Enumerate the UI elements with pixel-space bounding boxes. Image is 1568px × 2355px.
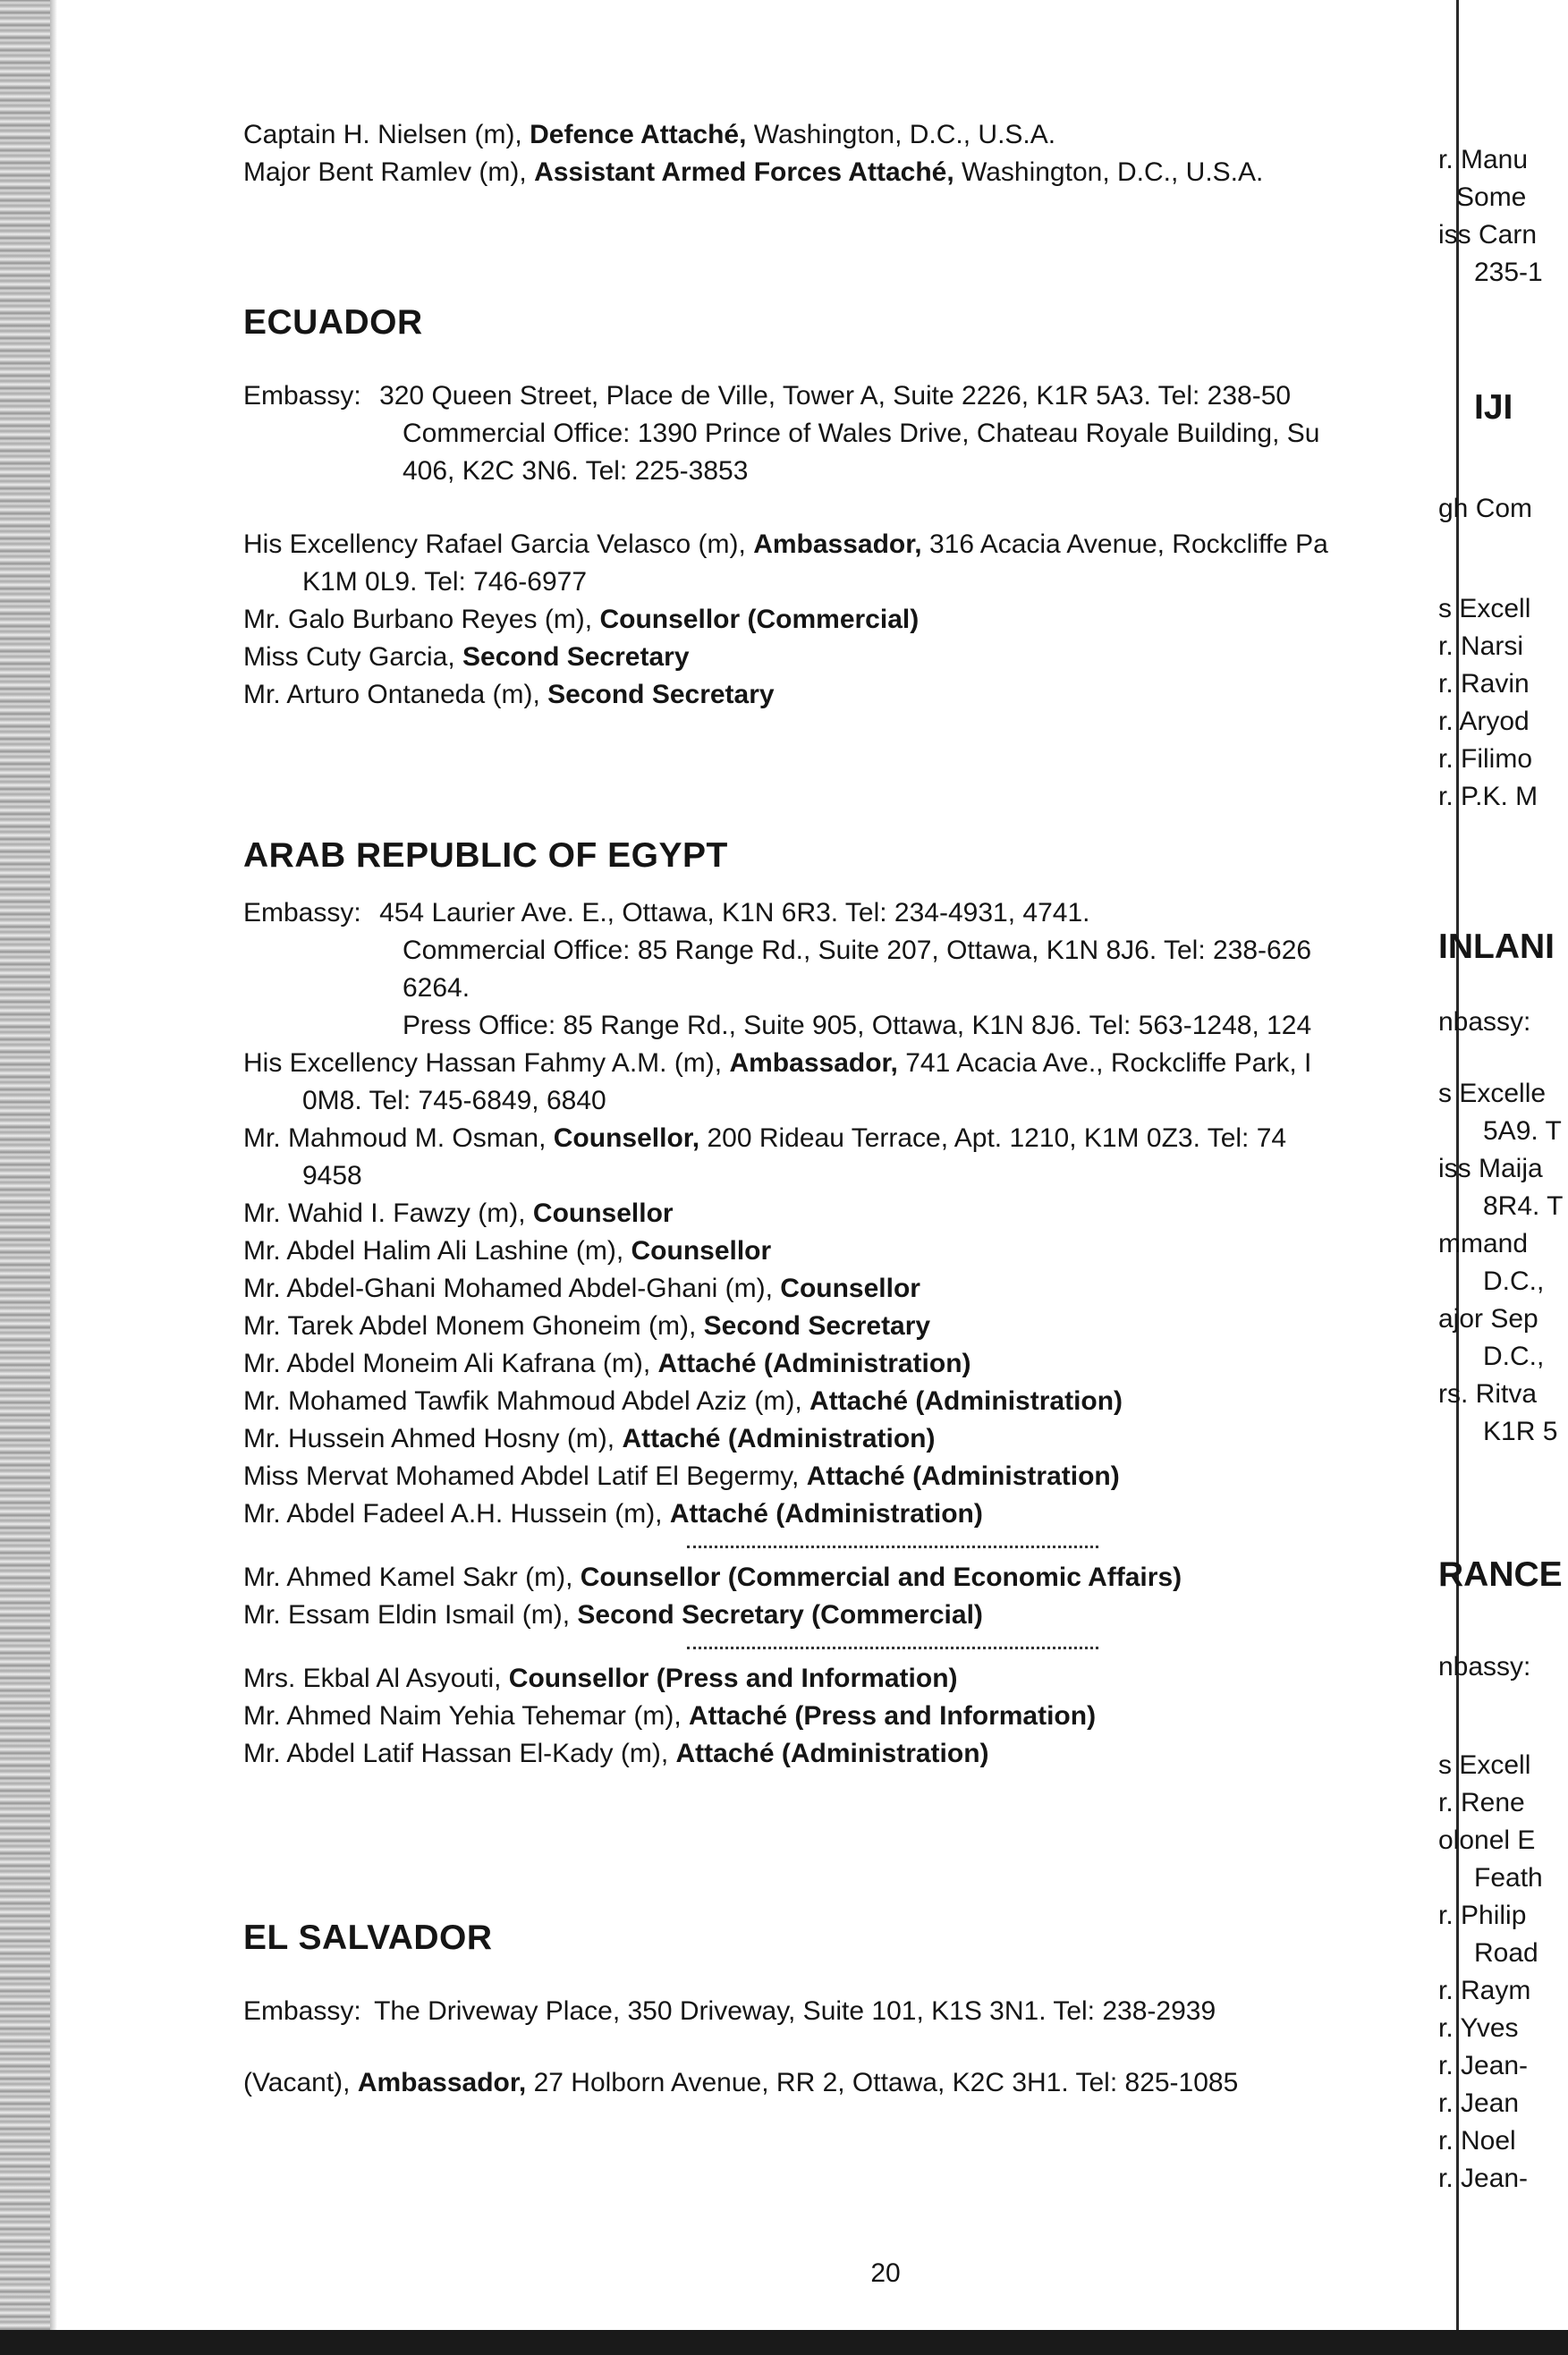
scan-edge-shadow	[50, 0, 57, 2355]
el-salvador-people	[243, 2064, 1451, 2102]
egypt-people-group-2	[243, 1559, 1451, 1634]
fragment: Feath	[1474, 1863, 1543, 1893]
fragment: nbassy:	[1438, 1652, 1531, 1682]
person-entry: Miss Cuty Garcia, Second Secretary	[243, 642, 690, 672]
fragment: r. Manu	[1438, 145, 1529, 174]
fragment: r. Jean-	[1438, 2051, 1529, 2080]
denmark-entry-0: Captain H. Nielsen (m), Defence Attaché, Washington, D.C., U.S.A.	[243, 120, 1056, 149]
fragment: Road	[1474, 1938, 1538, 1968]
person-entry: Mrs. Ekbal Al Asyouti, Counsellor (Press and Information)	[243, 1664, 958, 1693]
egypt-embassy: Embassy: 454 Laurier Ave. E., Ottawa, K1N 6R3. Tel: 234-4931, 4741. Commercial Office: 85 Range Rd., Suite 207, Ottawa, K1N 8J6. Tel: 238-626 6264. Press Office: 85 Range Rd., Suite 905, Ottawa, K1N 8J6. Tel: 563-1248, 124	[243, 898, 1312, 1040]
fragment: IJI	[1474, 388, 1513, 427]
denmark-entry-1: Major Bent Ramlev (m), Assistant Armed Forces Attaché, Washington, D.C., U.S.A.	[243, 157, 1264, 187]
fragment: 8R4. T	[1483, 1191, 1564, 1221]
person-entry: Mr. Galo Burbano Reyes (m), Counsellor (Commercial)	[243, 605, 920, 634]
heading-egypt: ARAB REPUBLIC OF EGYPT	[243, 836, 728, 875]
person-entry: Mr. Abdel Latif Hassan El-Kady (m), Attaché (Administration)	[243, 1739, 989, 1768]
fragment: RANCE	[1438, 1555, 1563, 1594]
el-salvador-embassy: Embassy: The Driveway Place, 350 Driveway, Suite 101, K1S 3N1. Tel: 238-2939	[243, 1996, 1216, 2026]
fragment: Some	[1456, 182, 1527, 212]
page-number: 20	[870, 2258, 901, 2288]
person-entry: Mr. Abdel-Ghani Mohamed Abdel-Ghani (m), Counsellor	[243, 1274, 920, 1303]
person-entry: His Excellency Rafael Garcia Velasco (m), Ambassador, 316 Acacia Avenue, Rockcliffe Pa	[243, 529, 1328, 559]
person-entry: Mr. Mahmoud M. Osman, Counsellor, 200 Rideau Terrace, Apt. 1210, K1M 0Z3. Tel: 74	[243, 1123, 1287, 1153]
person-entry: Mr. Abdel Fadeel A.H. Hussein (m), Attaché (Administration)	[243, 1499, 983, 1529]
person-entry: Mr. Ahmed Naim Yehia Tehemar (m), Attaché (Press and Information)	[243, 1701, 1097, 1731]
fragment: D.C.,	[1483, 1342, 1545, 1371]
fragment: mmand	[1438, 1229, 1529, 1258]
person-entry: His Excellency Hassan Fahmy A.M. (m), Ambassador, 741 Acacia Ave., Rockcliffe Park, I	[243, 1048, 1312, 1078]
fragment: s Excelle	[1438, 1079, 1547, 1108]
scan-bottom-band	[0, 2330, 1568, 2355]
fragment: 5A9. T	[1483, 1116, 1562, 1146]
fragment: r. Ravin	[1438, 669, 1530, 699]
ecuador-people: His Excellency Rafael Garcia Velasco (m), Ambassador, 316 Acacia Avenue, Rockcliffe Pa K1M 0L9. Tel: 746-6977 Mr. Galo Burbano Reyes (m), Counsellor (Commercial) Miss Cuty Garcia, Second Secretary Mr. Arturo Ontaneda (m), Second Secretary	[243, 526, 1451, 714]
egypt-people-group-1: His Excellency Hassan Fahmy A.M. (m), Ambassador, 741 Acacia Ave., Rockcliffe Park, I 0M8. Tel: 745-6849, 6840 Mr. Mahmoud M. Osman, Counsellor, 200 Rideau Terrace, Apt. 1210, K1M 0Z3. Tel: 74 9458 Mr. Wahid I. Fawzy (m), Counsellor Mr. Abdel Halim Ali Lashine (m), Counsellor Mr. Abdel-Ghani Mohamed Abdel-Ghani (m), Counsellor Mr. Tarek Abdel Monem Ghoneim (m), Second Secretary Mr. Abdel Moneim Ali Kafrana (m), Attaché (Administration) Mr. Mohamed Tawfik Mahmoud Abdel Aziz (m), Attaché (Administration) Mr. Hussein Ahmed Hosny (m), Attaché (Administration) Miss Mervat Mohamed Abdel Latif El Begermy, Attaché (Administration) Mr. Abdel Fadeel A.H. Hussein (m), Attaché (Administration)	[243, 1045, 1451, 1533]
person-entry: Mr. Hussein Ahmed Hosny (m), Attaché (Administration)	[243, 1424, 936, 1453]
main-column	[243, 116, 1451, 2102]
person-entry: Mr. Essam Eldin Ismail (m), Second Secretary (Commercial)	[243, 1600, 983, 1630]
person-entry: Mr. Abdel Moneim Ali Kafrana (m), Attaché (Administration)	[243, 1349, 971, 1378]
person-entry: Mr. Tarek Abdel Monem Ghoneim (m), Second Secretary	[243, 1311, 931, 1341]
person-entry: Mr. Mohamed Tawfik Mahmoud Abdel Aziz (m), Attaché (Administration)	[243, 1386, 1123, 1416]
dotted-separator	[687, 1647, 1098, 1649]
person-entry: Miss Mervat Mohamed Abdel Latif El Begermy, Attaché (Administration)	[243, 1461, 1120, 1491]
embassy-label: Embassy:	[243, 898, 361, 928]
embassy-label: Embassy:	[243, 1996, 361, 2026]
egypt-people-group-3	[243, 1660, 1451, 1773]
fragment: iss Maija	[1438, 1154, 1543, 1183]
fragment: D.C.,	[1483, 1266, 1545, 1296]
person-entry: Mr. Abdel Halim Ali Lashine (m), Counsellor	[243, 1236, 772, 1266]
fragment: gh Com	[1438, 494, 1533, 523]
fragment: r. Noel	[1438, 2126, 1516, 2156]
fragment: nbassy:	[1438, 1007, 1531, 1037]
scan-edge	[0, 0, 50, 2355]
heading-el-salvador: EL SALVADOR	[243, 1919, 493, 1957]
fragment: iss Carn	[1438, 220, 1538, 250]
fragment: r. Jean-	[1438, 2164, 1529, 2193]
right-column-fragments	[1438, 134, 1568, 2317]
person-entry: Mr. Arturo Ontaneda (m), Second Secretary	[243, 680, 775, 709]
embassy-label: Embassy:	[243, 381, 361, 411]
fragment: r. Filimo	[1438, 744, 1532, 774]
person-entry: (Vacant), Ambassador, 27 Holborn Avenue, RR 2, Ottawa, K2C 3H1. Tel: 825-1085	[243, 2068, 1239, 2097]
fragment: olonel E	[1438, 1826, 1536, 1855]
fragment: r. Raym	[1438, 1976, 1531, 2005]
fragment: r. Philip	[1438, 1901, 1527, 1930]
fragment: 235-1	[1474, 258, 1543, 287]
heading-ecuador: ECUADOR	[243, 303, 423, 342]
dotted-separator	[687, 1546, 1098, 1548]
fragment: r. Aryod	[1438, 707, 1530, 736]
fragment: r. P.K. M	[1438, 782, 1538, 811]
fragment: rs. Ritva	[1438, 1379, 1538, 1409]
person-entry: Mr. Wahid I. Fawzy (m), Counsellor	[243, 1199, 674, 1228]
ecuador-embassy: Embassy: 320 Queen Street, Place de Ville, Tower A, Suite 2226, K1R 5A3. Tel: 238-50 Commercial Office: 1390 Prince of Wales Drive, Chateau Royale Building, Su 406, K2C 3N6. Tel: 225-3853	[243, 381, 1320, 486]
fragment: r. Jean	[1438, 2088, 1520, 2118]
person-entry: Mr. Ahmed Kamel Sakr (m), Counsellor (Commercial and Economic Affairs)	[243, 1563, 1182, 1592]
fragment: r. Narsi	[1438, 631, 1524, 661]
fragment: s Excell	[1438, 594, 1531, 623]
fragment: r. Rene	[1438, 1788, 1525, 1817]
fragment: r. Yves	[1438, 2013, 1519, 2043]
fragment: s Excell	[1438, 1750, 1531, 1780]
fragment: ajor Sep	[1438, 1304, 1538, 1334]
fragment: K1R 5	[1483, 1417, 1558, 1446]
fragment: INLANI	[1438, 928, 1555, 966]
